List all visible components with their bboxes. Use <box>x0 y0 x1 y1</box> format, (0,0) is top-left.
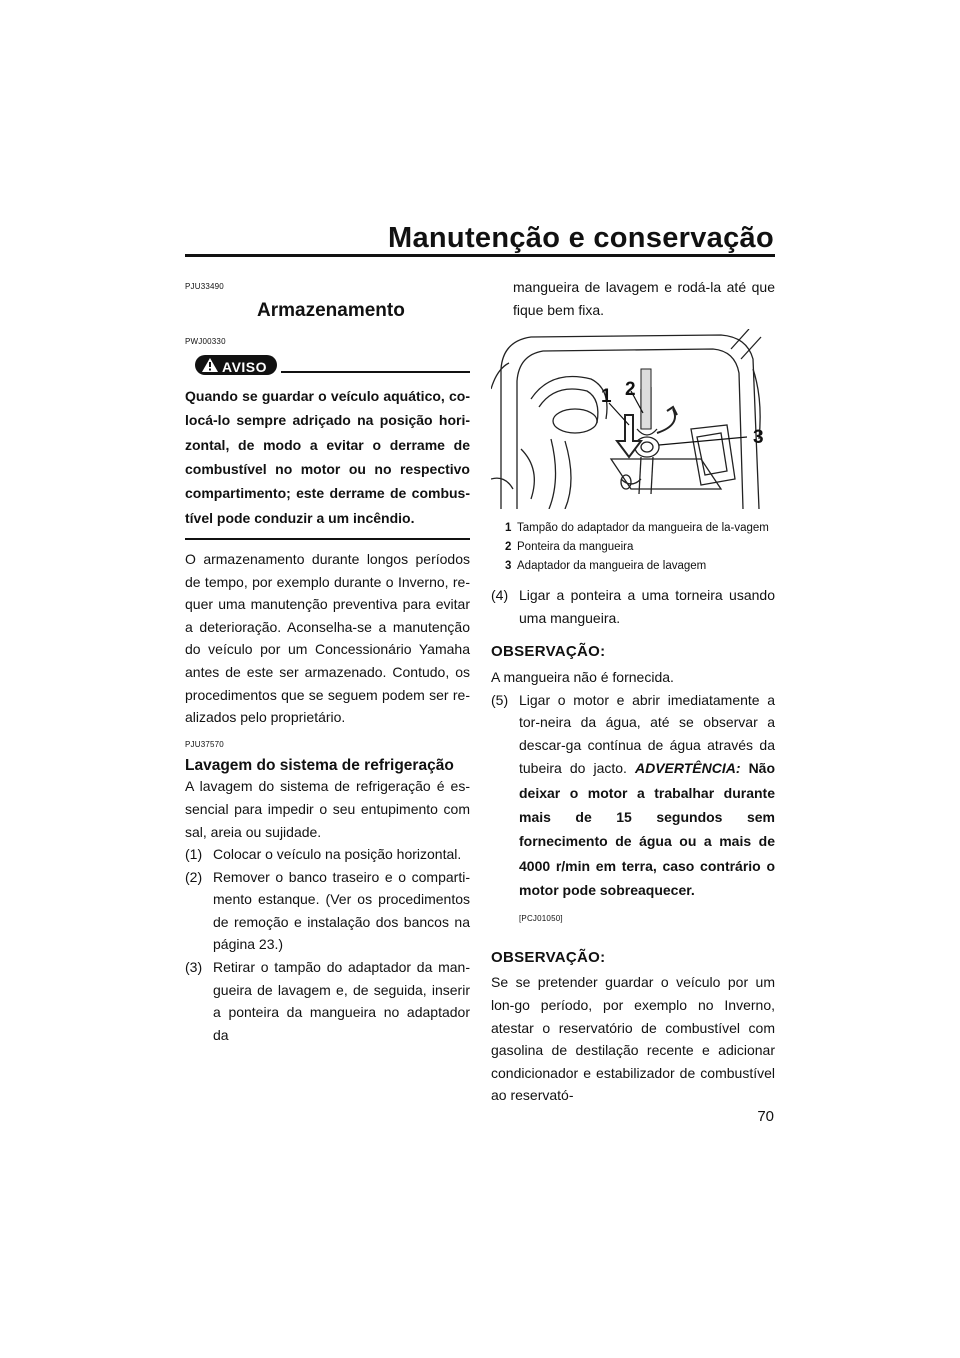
note-text: A mangueira não é fornecida. <box>491 668 674 685</box>
figure-callout-2: 2 <box>625 379 636 401</box>
list-item-text: Remover o banco traseiro e o comparti-mento estanque. (Ver os procedimentos de remoção e instalação dos bancos na página 23.) <box>213 868 470 953</box>
caution-code: [PCJ01050] <box>519 914 563 924</box>
step5-text: Ligar o motor e abrir imediatamente a tor-neira da água, até se observar a descar-ga contínua de água através da tubeira do jacto. <box>519 691 775 777</box>
page-title: Manutenção e conservação <box>388 222 774 254</box>
warning-triangle-icon <box>202 358 218 372</box>
warning-code: PWJ00330 <box>185 336 226 346</box>
list-item-text: Colocar o veículo na posição horizontal. <box>213 846 462 863</box>
figure-photo <box>491 329 775 509</box>
figure-caption-text: Tampão do adaptador da mangueira de la-vagem <box>517 522 769 535</box>
section-code: PJU33490 <box>185 282 224 291</box>
warning-badge <box>195 355 277 375</box>
list-item <box>185 866 470 956</box>
intro-paragraph: O armazenamento durante longos períodos de tempo, por exemplo durante o Inverno, re-quer uma manutenção preventiva para evitar a deterioração. Aconselha-se a manutenção do veículo por um Concessionário Yamaha antes de este ser armazenado. Contudo, os procedimentos que se seguem podem ser re-alizados pelo proprietário. <box>185 550 470 726</box>
figure-caption-number: 3 <box>505 560 512 573</box>
note-label: OBSERVAÇÃO: <box>491 948 606 966</box>
list-item-number: (3) <box>185 959 203 976</box>
list-item-text: Ligar a ponteira a uma torneira usando uma mangueira. <box>519 587 775 626</box>
left-column <box>185 276 470 1046</box>
figure-caption-text: Ponteira da mangueira <box>517 541 634 554</box>
section-title: Armazenamento <box>257 299 405 321</box>
warning-text: Quando se guardar o veículo aquático, co-locá-lo sempre adriçado na posição hori-zontal, de modo a evitar o derrame de combustível no motor ou no respectivo compartimento; este derrame de combus-tível pode conduzir a um incêndio. <box>185 388 470 526</box>
warning-top-rule <box>281 371 470 373</box>
list-item <box>491 689 775 903</box>
figure-caption-text: Adaptador da mangueira de lavagem <box>517 560 707 573</box>
figure-caption-number: 2 <box>505 541 512 554</box>
list-item-number: (4) <box>491 587 509 604</box>
list-item-number: (1) <box>185 846 203 863</box>
list-item <box>185 843 470 866</box>
figure-caption <box>505 521 775 536</box>
figure-caption-number: 1 <box>505 522 512 535</box>
note-label: OBSERVAÇÃO: <box>491 643 606 661</box>
note-text: Se se pretender guardar o veículo por um lon-go período, por exemplo no Inverno, atestar o reservatório de combustível com gasolina de destilação recente e adicionar condicionador e estabilizador de combustível ao reservató- <box>491 974 775 1104</box>
figure-callout-1: 1 <box>601 386 612 408</box>
step3-continued: mangueira de lavagem e rodá-la até que fique bem fixa. <box>513 279 775 318</box>
list-item-text: Retirar o tampão do adaptador da man-gueira de lavagem e, de seguida, inserir a ponteira da mangueira no adaptador da <box>213 959 470 1043</box>
list-item <box>185 956 470 1046</box>
list-item <box>491 584 775 629</box>
warning-header <box>185 355 470 377</box>
subsection-lead: A lavagem do sistema de refrigeração é es-sencial para impedir o seu entupimento com sal, areia ou sujidade. <box>185 778 470 840</box>
warning-bottom-rule <box>185 538 470 540</box>
title-divider <box>185 254 775 257</box>
warning-label: AVISO <box>222 359 268 376</box>
right-column <box>491 276 775 1107</box>
subsection-title: Lavagem do sistema de refrigeração <box>185 757 454 775</box>
figure-caption <box>505 540 775 555</box>
list-item-text <box>519 689 775 903</box>
page-number: 70 <box>757 1108 774 1125</box>
caution-label: ADVERTÊNCIA: <box>634 760 741 777</box>
list-item-number: (5) <box>491 691 509 708</box>
list-item-number: (2) <box>185 868 203 885</box>
caution-text: Não deixar o motor a trabalhar durante mais de 15 segundos sem fornecimento de água ou a mais de 4000 r/min em terra, caso contrário o motor pode sobreaquecer. <box>519 760 776 898</box>
figure-callout-3: 3 <box>753 427 764 449</box>
figure-captions <box>491 521 775 574</box>
hose-adapter-illustration <box>491 329 775 509</box>
subsection-code: PJU37570 <box>185 739 224 749</box>
figure-caption <box>505 559 775 574</box>
